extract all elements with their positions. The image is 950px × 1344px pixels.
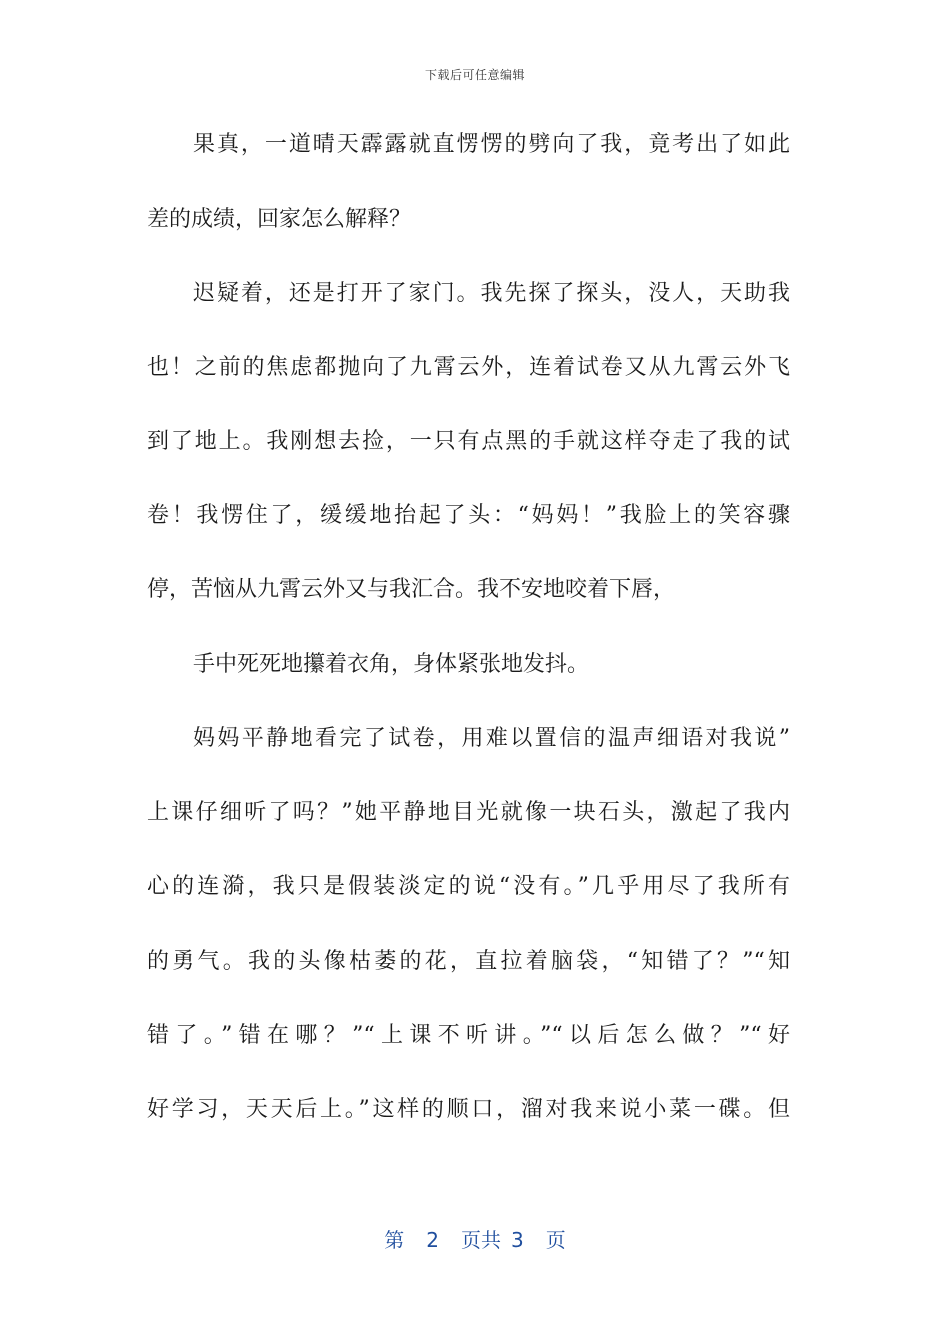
- text-line: 卷！我愣住了，缓缓地抬起了头：“妈妈！”我脸上的笑容骤: [147, 503, 790, 528]
- text-line: 也！之前的焦虑都抛向了九霄云外，连着试卷又从九霄云外飞: [147, 355, 790, 380]
- footer-prefix: 第: [384, 1228, 405, 1252]
- footer-total-pages: 3: [511, 1228, 524, 1252]
- text-line: 好学习，天天后上。”这样的顺口，溜对我来说小菜一碟。但: [147, 1097, 790, 1122]
- text-line: 的勇气。我的头像枯萎的花，直拉着脑袋，“知错了？”“知: [147, 949, 790, 974]
- text-line: 到了地上。我刚想去捡，一只有点黑的手就这样夺走了我的试: [147, 429, 790, 454]
- text-line: 迟疑着，还是打开了家门。我先探了探头，没人，天助我: [193, 281, 790, 306]
- text-line: 错了。”错在哪？”“上课不听讲。”“以后怎么做？”“好: [147, 1023, 790, 1048]
- footer-middle: 页共: [461, 1228, 501, 1252]
- footer-current-page: 2: [426, 1228, 439, 1252]
- page-header: 下载后可任意编辑: [424, 68, 525, 82]
- text-line: 手中死死地攥着衣角，身体紧张地发抖。: [193, 652, 590, 677]
- page-footer: [0, 1224, 950, 1253]
- text-line: 妈妈平静地看完了试卷，用难以置信的温声细语对我说”: [193, 726, 790, 751]
- text-line: 停，苦恼从九霄云外又与我汇合。我不安地咬着下唇，: [147, 577, 676, 602]
- text-line: 果真，一道晴天霹露就直愣愣的劈向了我，竟考出了如此: [193, 132, 790, 157]
- footer-suffix: 页: [545, 1228, 566, 1252]
- text-line: 上课仔细听了吗？”她平静地目光就像一块石头，激起了我内: [147, 800, 790, 825]
- text-line: 心的连漪，我只是假装淡定的说“没有。”几乎用尽了我所有: [147, 874, 790, 899]
- text-line: 差的成绩，回家怎么解释？: [147, 207, 412, 232]
